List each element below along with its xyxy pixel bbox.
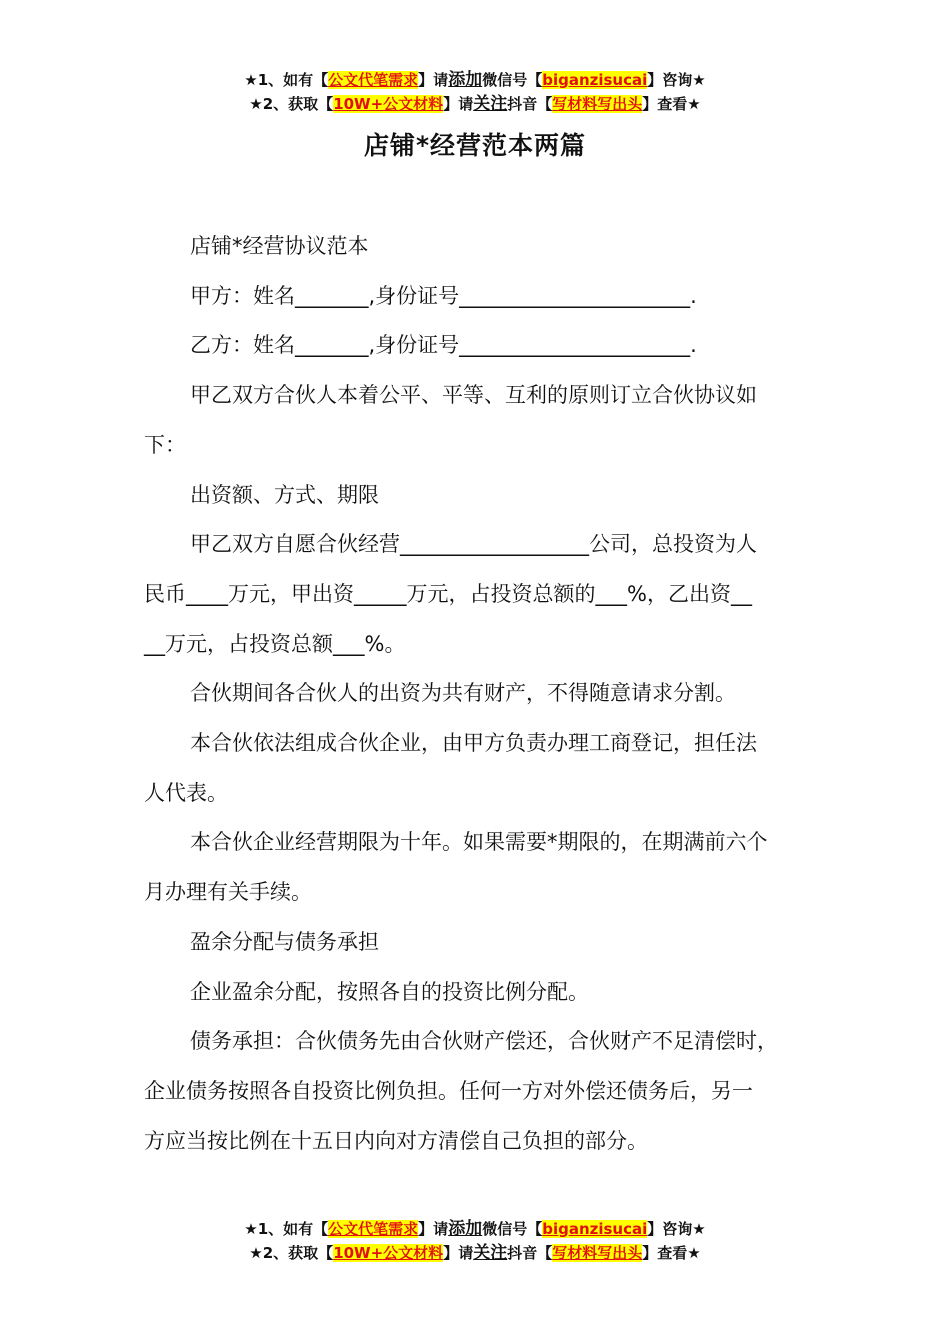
banner-text: ★1、如有【 xyxy=(244,71,329,89)
banner-line-2 xyxy=(0,92,950,116)
banner-text: 微信号【 xyxy=(482,1220,543,1238)
paragraph-line: 甲乙双方合伙人本着公平、平等、互利的原则订立合伙协议如 xyxy=(190,383,757,408)
banner-emphasis: 添加 xyxy=(448,70,483,90)
paragraph-line: __万元，占投资总额___%。 xyxy=(144,631,406,656)
banner-text: 】咨询★ xyxy=(647,1220,706,1238)
banner-emphasis: 关注 xyxy=(473,1243,508,1263)
wechat-id: biganzisucai xyxy=(542,71,648,89)
banner-highlight: 公文代笔需求 xyxy=(328,1220,419,1238)
paragraph-line: 本合伙企业经营期限为十年。如果需要*期限的，在期满前六个 xyxy=(190,830,768,855)
paragraph-line: 人代表。 xyxy=(144,780,228,805)
footer-banner xyxy=(0,1217,950,1265)
banner-emphasis: 关注 xyxy=(473,94,508,114)
banner-text: ★2、获取【 xyxy=(249,95,334,113)
paragraph-line: 民币____万元，甲出资_____万元，占投资总额的___%，乙出资__ xyxy=(144,581,752,606)
banner-text: 抖音【 xyxy=(507,95,553,113)
paragraph-line: 月办理有关手续。 xyxy=(144,880,312,905)
paragraph-line: 方应当按比例在十五日内向对方清偿自己负担的部分。 xyxy=(144,1128,648,1153)
banner-text: 】请 xyxy=(443,95,474,113)
banner-text: 】请 xyxy=(418,71,449,89)
document-body xyxy=(144,222,812,1166)
paragraph-line: 本合伙依法组成合伙企业，由甲方负责办理工商登记，担任法 xyxy=(190,731,757,756)
section-heading: 出资额、方式、期限 xyxy=(190,482,379,507)
section-heading: 盈余分配与债务承担 xyxy=(190,929,379,954)
banner-text: 】请 xyxy=(418,1220,449,1238)
wechat-id: biganzisucai xyxy=(542,1220,648,1238)
banner-line-1 xyxy=(0,68,950,92)
banner-emphasis: 添加 xyxy=(448,1219,483,1239)
banner-line-2 xyxy=(0,1241,950,1265)
paragraph-line: 企业盈余分配，按照各自的投资比例分配。 xyxy=(190,979,589,1004)
header-banner xyxy=(0,68,950,116)
party-a-line: 甲方：姓名_______,身份证号______________________. xyxy=(190,283,697,308)
banner-text: 】查看★ xyxy=(642,95,701,113)
banner-highlight: 10W+公文材料 xyxy=(333,95,444,113)
banner-text: 抖音【 xyxy=(507,1244,553,1262)
douyin-id: 写材料写出头 xyxy=(552,1244,643,1262)
document-title: 店铺*经营范本两篇 xyxy=(363,131,587,160)
subtitle-line: 店铺*经营协议范本 xyxy=(190,234,369,258)
paragraph-line: 甲乙双方自愿合伙经营__________________公司，总投资为人 xyxy=(190,532,757,557)
paragraph-line: 合伙期间各合伙人的出资为共有财产，不得随意请求分割。 xyxy=(190,681,736,706)
banner-text: 】查看★ xyxy=(642,1244,701,1262)
party-b-line: 乙方：姓名_______,身份证号______________________. xyxy=(190,333,697,358)
banner-text: 】咨询★ xyxy=(647,71,706,89)
banner-highlight: 10W+公文材料 xyxy=(333,1244,444,1262)
banner-text: ★2、获取【 xyxy=(249,1244,334,1262)
douyin-id: 写材料写出头 xyxy=(552,95,643,113)
paragraph-line: 债务承担：合伙债务先由合伙财产偿还，合伙财产不足清偿时， xyxy=(190,1029,778,1054)
banner-text: 】请 xyxy=(443,1244,474,1262)
banner-text: ★1、如有【 xyxy=(244,1220,329,1238)
paragraph-line: 企业债务按照各自投资比例负担。任何一方对外偿还债务后，另一 xyxy=(144,1078,753,1103)
paragraph-line: 下： xyxy=(144,432,186,457)
banner-line-1 xyxy=(0,1217,950,1241)
banner-highlight: 公文代笔需求 xyxy=(328,71,419,89)
banner-text: 微信号【 xyxy=(482,71,543,89)
